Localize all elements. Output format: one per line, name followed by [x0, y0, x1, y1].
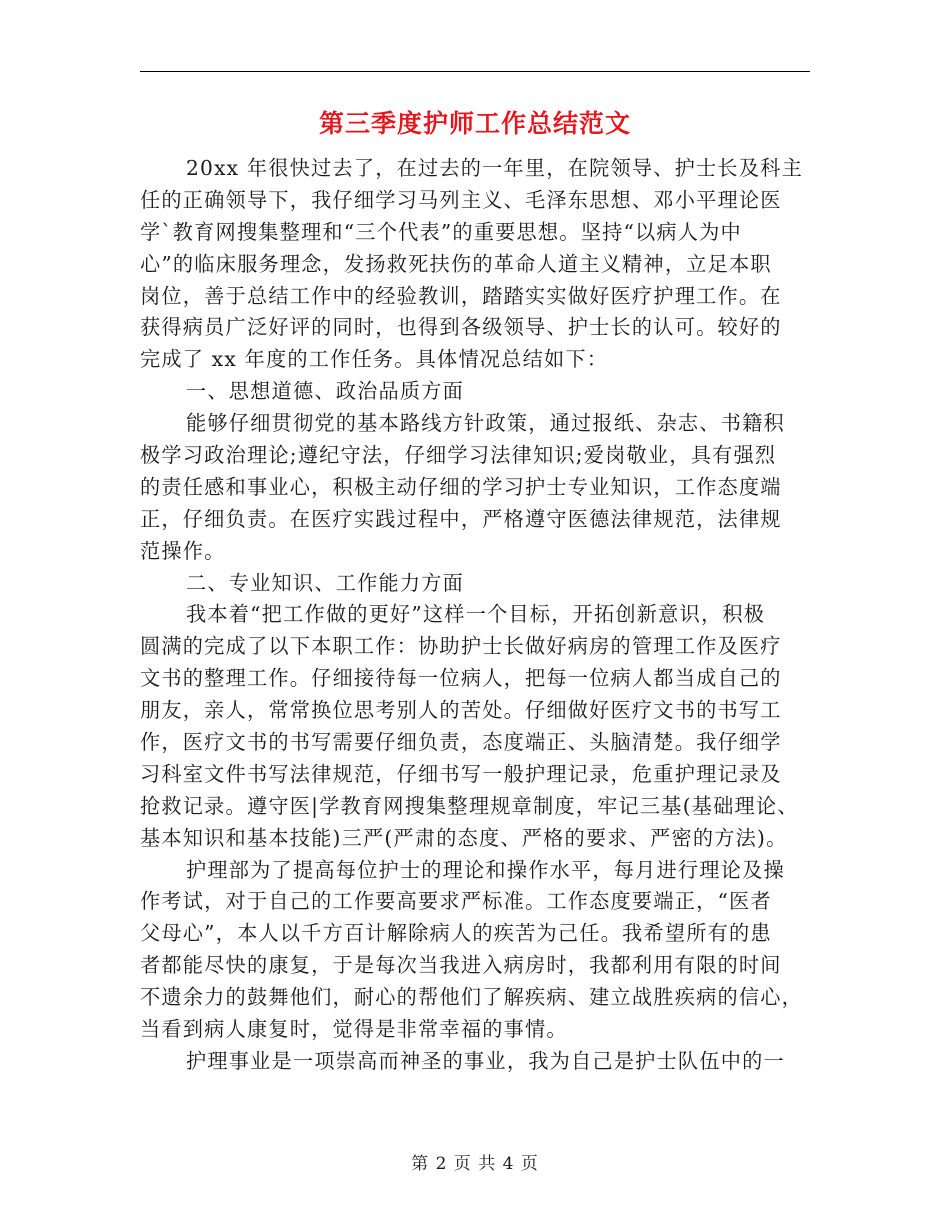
body-line: 不遗余力的鼓舞他们，耐心的帮他们了解疾病、建立战胜疾病的信心，	[140, 985, 804, 1010]
body-line: 学`教育网搜集整理和“三个代表”的重要思想。坚持“以病人为中	[140, 219, 742, 244]
body-line: 的责任感和事业心，积极主动仔细的学习护士专业知识，工作态度端	[140, 474, 782, 499]
body-line: 作考试，对于自己的工作要高要求严标准。工作态度要端正，“医者	[140, 889, 772, 914]
body-line: 20xx 年很快过去了，在过去的一年里，在院领导、护士长及科主	[186, 156, 803, 180]
body-line: 完成了 xx 年度的工作任务。具体情况总结如下：	[140, 347, 609, 372]
body-line: 文书的整理工作。仔细接待每一位病人，把每一位病人都当成自己的	[140, 666, 782, 691]
body-line: 圆满的完成了以下本职工作：协助护士长做好病房的管理工作及医疗	[140, 634, 782, 659]
body-line: 心”的临床服务理念，发扬救死扶伤的革命人道主义精神，立足本职	[140, 251, 772, 276]
section-heading-2: 二、专业知识、工作能力方面	[186, 570, 465, 595]
body-line: 获得病员广泛好评的同时，也得到各级领导、护士长的认可。较好的	[140, 315, 782, 340]
body-line: 正，仔细负责。在医疗实践过程中，严格遵守医德法律规范，法律规	[140, 506, 782, 531]
body-line: 岗位，善于总结工作中的经验教训，踏踏实实做好医疗护理工作。在	[140, 283, 782, 308]
body-line: 任的正确领导下，我仔细学习马列主义、毛泽东思想、邓小平理论医	[140, 187, 782, 212]
body-line: 护理事业是一项崇高而神圣的事业，我为自己是护士队伍中的一	[186, 1048, 785, 1073]
body-line: 习科室文件书写法律规范，仔细书写一般护理记录，危重护理记录及	[140, 761, 782, 786]
section-heading-1: 一、思想道德、政治品质方面	[186, 379, 465, 404]
document-title: 第三季度护师工作总结范文	[318, 109, 631, 138]
body-line: 护理部为了提高每位护士的理论和操作水平，每月进行理论及操	[186, 857, 785, 882]
body-line: 我本着“把工作做的更好”这样一个目标，开拓创新意识，积极	[186, 602, 766, 627]
body-line: 父母心”，本人以千方百计解除病人的疾苦为己任。我希望所有的患	[140, 921, 772, 946]
body-line: 范操作。	[140, 538, 226, 563]
document-body	[140, 153, 810, 1078]
body-line: 能够仔细贯彻党的基本路线方针政策，通过报纸、杂志、书籍积	[186, 411, 785, 436]
body-line: 者都能尽快的康复，于是每次当我进入病房时，我都利用有限的时间	[140, 953, 782, 978]
header-rule	[140, 71, 810, 72]
body-line: 基本知识和基本技能)三严(严肃的态度、严格的要求、严密的方法)。	[140, 825, 788, 850]
body-line: 抢救记录。遵守医|学教育网搜集整理规章制度，牢记三基(基础理论、	[140, 793, 799, 818]
body-line: 当看到病人康复时，觉得是非常幸福的事情。	[140, 1017, 568, 1042]
body-line: 作，医疗文书的书写需要仔细负责，态度端正、头脑清楚。我仔细学	[140, 730, 782, 755]
page-number-footer: 第 2 页 共 4 页	[411, 1154, 539, 1174]
body-line: 极学习政治理论;遵纪守法，仔细学习法律知识;爱岗敬业，具有强烈	[140, 443, 777, 468]
body-line: 朋友，亲人，常常换位思考别人的苦处。仔细做好医疗文书的书写工	[140, 698, 782, 723]
